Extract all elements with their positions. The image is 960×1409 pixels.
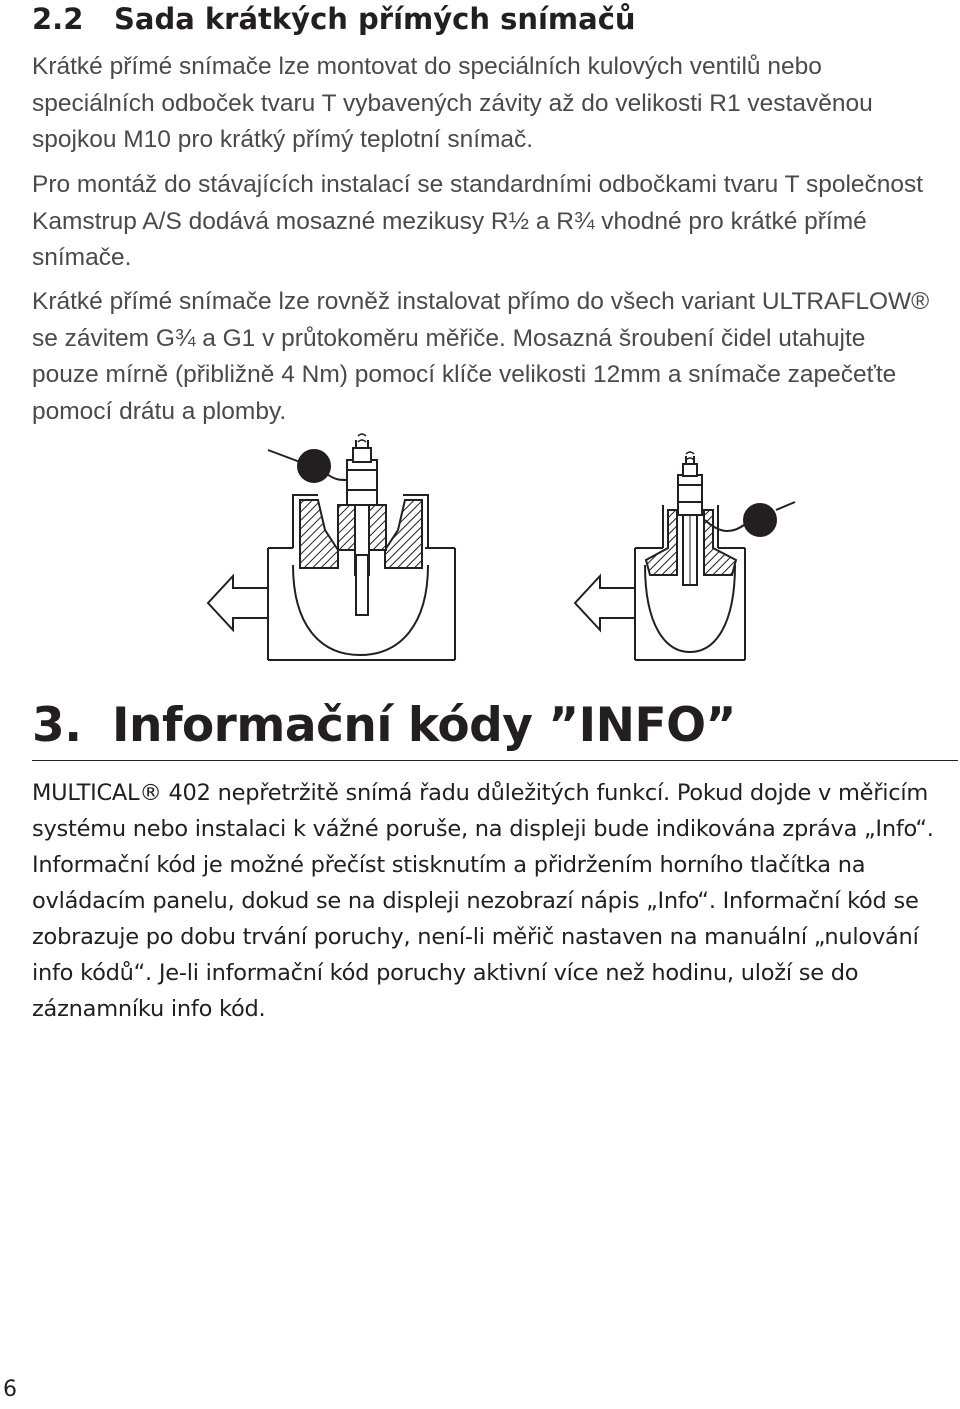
left-housing-wall-right <box>385 500 422 568</box>
chapter-body: MULTICAL® 402 nepřetržitě snímá řadu důležitých funkcí. Pokud dojde v měřicím systému nebo instalaci k vážné poruše, na displeji bude indikována zpráva „Info“. Informační kód je možné přečíst stisknutím a přidržením horního tlačítka na ovládacím panelu, dokud se na displeji nezobrazí nápis „Info“. Informační kód se zobrazuje po dobu trvání poruchy, není-li měřič nastaven na manuální „nulování info kódů“. Je-li informační kód poruchy aktivní více než hodinu, uloží se do záznamníku info kód. <box>32 780 934 1022</box>
section-paragraph-1: Krátké přímé snímače lze montovat do speciálních kulových ventilů nebo speciálních odboček tvaru T vybavených závity až do velikosti R1 vestavěnou spojkou M10 pro krátký přímý teplotní snímač. <box>32 53 873 153</box>
right-valve-drawing <box>575 452 795 660</box>
chapter-number: 3. <box>32 698 82 753</box>
section-paragraph-3: Krátké přímé snímače lze rovněž instalovat přímo do všech variant ULTRAFLOW® se závitem G¾ a G1 v průtokoměru měřiče. Mosazná šroubení čidel utahujte pouze mírně (přibližně 4 Nm) pomocí klíče velikosti 12mm a snímače zapečeťte pomocí drátu a plomby. <box>32 288 930 425</box>
section-heading <box>32 2 636 36</box>
chapter-title: Informační kódy ”INFO” <box>112 698 736 753</box>
left-seal-ball <box>298 450 330 482</box>
right-flow-arrow <box>575 576 635 630</box>
right-seal-ball <box>744 504 776 536</box>
left-valve-drawing <box>208 434 455 660</box>
right-housing-wall-right <box>704 510 736 575</box>
section-paragraph-2: Pro montáž do stávajících instalací se standardními odbočkami tvaru T společnost Kamstrup A/S dodává mosazné mezikusy R½ a R¾ vhodné pro krátké přímé snímače. <box>32 171 924 271</box>
section-number: 2.2 <box>32 2 84 36</box>
left-housing-wall-left <box>300 500 338 568</box>
left-flow-arrow <box>208 576 268 630</box>
right-housing-wall-left <box>646 510 677 575</box>
sensor-installation-figure <box>0 430 960 700</box>
chapter-divider <box>32 760 958 761</box>
chapter-heading <box>32 698 736 753</box>
section-title: Sada krátkých přímých snímačů <box>114 2 636 36</box>
page-number: 6 <box>3 1377 17 1402</box>
